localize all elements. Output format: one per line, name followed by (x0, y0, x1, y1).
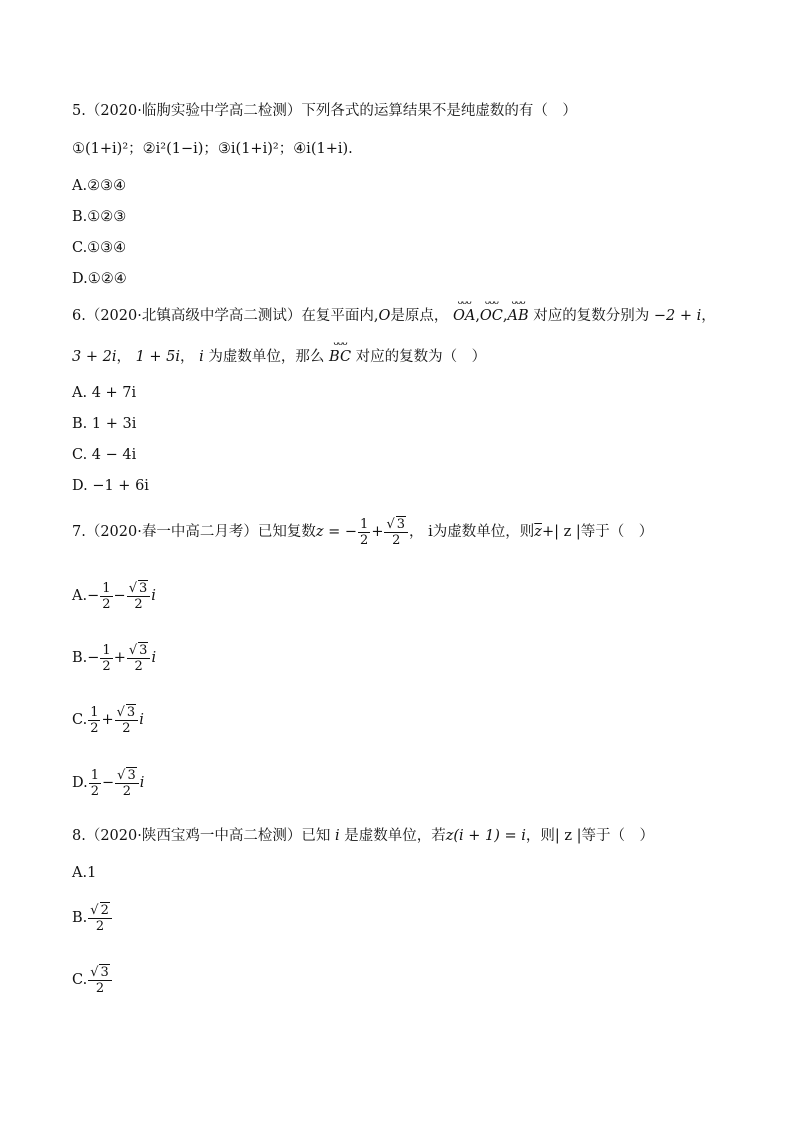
q7-half-fraction: $\frac{1}{2}$ (360, 516, 369, 548)
q8-option-a: A.1 (72, 865, 97, 881)
q5-option-b: B.①②③ (72, 209, 127, 225)
q6-origin: O (378, 308, 391, 324)
q6-stem-d: 为虚数单位，那么 (208, 349, 325, 365)
q6-z3: 1 + 5i (135, 349, 181, 365)
q8-option-c: C. $\frac{√ 3}{2}$ (72, 962, 113, 998)
q8-stem-c: ，则| z |等于（ ） (525, 828, 655, 844)
q6-stem-a: 6.（2020·北镇高级中学高二测试）在复平面内, (72, 308, 379, 324)
q6-i: i (199, 349, 204, 365)
q7-sqrt3-fraction: $\frac{√ 3}{2}$ (384, 516, 408, 548)
q6-vector-bc: ᴗᴗᴗ BC (329, 338, 352, 365)
q8-i: i (334, 828, 340, 844)
q6-stem-c: 对应的复数分别为 (533, 308, 650, 324)
q7-option-a: A.− $\frac{1}{2}$ − $\frac{√ 3}{2}$ i (72, 580, 156, 612)
q5-expressions: ①(1+i)²；②i²(1−i)；③i(1+i)²；④i(1+i). (72, 141, 353, 157)
q7-stem-a: 7.（2020·春一中高二月考）已知复数 (72, 524, 316, 540)
q5-stem: 5.（2020·临朐实验中学高二检测）下列各式的运算结果不是纯虚数的有（ ） (72, 103, 577, 119)
q6-vector-oa: ᴗᴗᴗ OA (452, 297, 476, 324)
q6-option-c: C. 4 − 4i (72, 447, 137, 463)
q6-option-a: A. 4 + 7i (72, 385, 137, 401)
q6-stem-line1: 6.（2020·北镇高级中学高二测试）在复平面内,O是原点， ᴗᴗᴗ OA, ᴗᴗᴗ OC, ᴗᴗᴗ AB 对应的复数分别为 −2 + i， (72, 297, 716, 324)
q6-vector-ab: ᴗᴗᴗ AB (507, 297, 529, 324)
q5-option-a: A.②③④ (72, 178, 127, 194)
q5-option-c: C.①③④ (72, 240, 127, 256)
q7-option-c: C. $\frac{1}{2}$ + $\frac{√ 3}{2}$ i (72, 704, 144, 736)
q6-z2: 3 + 2i (72, 349, 117, 365)
q7-option-b: B.− $\frac{1}{2}$ + $\frac{√ 3}{2}$ i (72, 642, 157, 674)
q7-z-conjugate: $\overline{z}$ (534, 524, 542, 540)
q8-option-b: B. $\frac{√ 2}{2}$ (72, 900, 113, 936)
q6-stem-b: 是原点， (390, 308, 449, 324)
q8-stem (72, 826, 654, 846)
q7-stem-b: i为虚数单位，则 (428, 524, 535, 540)
q7-stem: 7.（2020·春一中高二月考）已知复数z = − $\frac{1}{2}$ + $\frac{√ 3}{2}$ ， i为虚数单位，则$\overline{z}+|$ z |等于（ ） (72, 516, 654, 548)
q6-stem-e: 对应的复数为（ ） (355, 349, 487, 365)
q6-vector-oc: ᴗᴗᴗ OC (479, 297, 503, 324)
q7-stem-c: +| z |等于（ ） (541, 524, 654, 540)
q6-option-d: D. −1 + 6i (72, 478, 149, 494)
q8-equation: z(i + 1) = i (445, 828, 526, 844)
q8-stem-b: 是虚数单位，若 (344, 828, 446, 844)
q7-option-d: D. $\frac{1}{2}$ − $\frac{√ 3}{2}$ i (72, 767, 145, 799)
q6-z1: −2 + i (653, 308, 702, 324)
q5-option-d: D.①②④ (72, 271, 127, 287)
q8-stem-a: 8.（2020·陕西宝鸡一中高二检测）已知 (72, 828, 331, 844)
q6-stem-line2: 3 + 2i， 1 + 5i， i 为虚数单位，那么 ᴗᴗᴗ BC 对应的复数为（ ） (72, 338, 487, 365)
q6-option-b: B. 1 + 3i (72, 416, 137, 432)
q7-z-eq: z = − (315, 524, 358, 540)
